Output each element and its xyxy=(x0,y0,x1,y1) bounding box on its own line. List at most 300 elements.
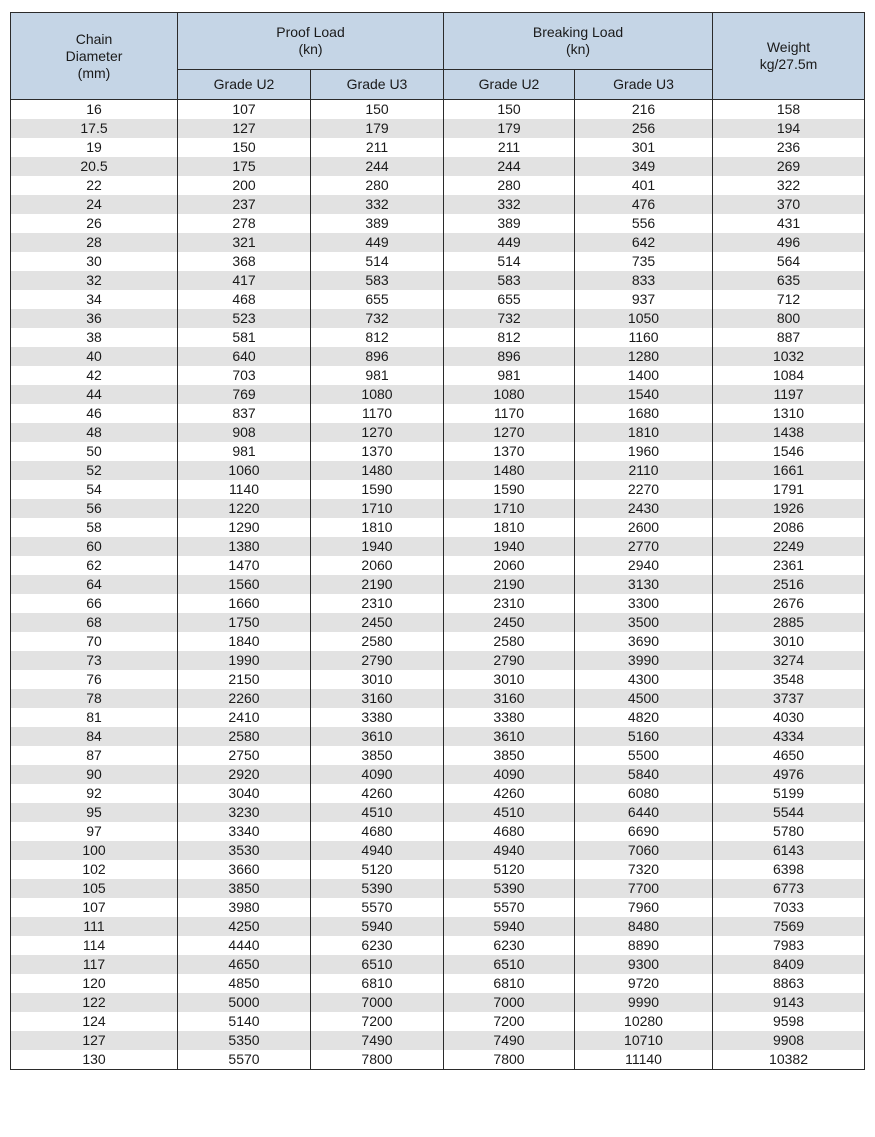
cell-breaking-u2: 583 xyxy=(444,271,575,290)
table-row xyxy=(11,632,865,651)
cell-chain-diameter: 32 xyxy=(11,271,178,290)
cell-breaking-u2: 6510 xyxy=(444,955,575,974)
cell-proof-u3: 1370 xyxy=(311,442,444,461)
cell-proof-u2: 1660 xyxy=(178,594,311,613)
cell-chain-diameter: 56 xyxy=(11,499,178,518)
cell-proof-u3: 4940 xyxy=(311,841,444,860)
cell-breaking-u3: 10710 xyxy=(575,1031,713,1050)
cell-weight: 4976 xyxy=(713,765,865,784)
cell-weight: 635 xyxy=(713,271,865,290)
cell-weight: 2516 xyxy=(713,575,865,594)
cell-breaking-u3: 9720 xyxy=(575,974,713,993)
table-row xyxy=(11,556,865,575)
cell-weight: 2086 xyxy=(713,518,865,537)
cell-breaking-u3: 6440 xyxy=(575,803,713,822)
table-row xyxy=(11,309,865,328)
cell-proof-u3: 6810 xyxy=(311,974,444,993)
header-breaking-grade-u3: Grade U3 xyxy=(575,70,713,100)
cell-breaking-u3: 5840 xyxy=(575,765,713,784)
cell-weight: 10382 xyxy=(713,1050,865,1070)
header-breaking-grade-u2: Grade U2 xyxy=(444,70,575,100)
cell-chain-diameter: 52 xyxy=(11,461,178,480)
cell-chain-diameter: 24 xyxy=(11,195,178,214)
header-proof-load xyxy=(178,13,444,70)
cell-weight: 7569 xyxy=(713,917,865,936)
cell-breaking-u2: 1270 xyxy=(444,423,575,442)
cell-proof-u3: 4260 xyxy=(311,784,444,803)
table-row xyxy=(11,898,865,917)
cell-chain-diameter: 60 xyxy=(11,537,178,556)
cell-weight: 8863 xyxy=(713,974,865,993)
cell-breaking-u3: 4300 xyxy=(575,670,713,689)
cell-weight: 3274 xyxy=(713,651,865,670)
cell-proof-u3: 5390 xyxy=(311,879,444,898)
cell-chain-diameter: 127 xyxy=(11,1031,178,1050)
cell-weight: 9143 xyxy=(713,993,865,1012)
table-row xyxy=(11,138,865,157)
cell-proof-u2: 3980 xyxy=(178,898,311,917)
cell-breaking-u3: 401 xyxy=(575,176,713,195)
cell-breaking-u3: 1280 xyxy=(575,347,713,366)
cell-proof-u2: 468 xyxy=(178,290,311,309)
cell-proof-u2: 769 xyxy=(178,385,311,404)
cell-chain-diameter: 73 xyxy=(11,651,178,670)
cell-breaking-u2: 7000 xyxy=(444,993,575,1012)
cell-chain-diameter: 114 xyxy=(11,936,178,955)
cell-weight: 4030 xyxy=(713,708,865,727)
cell-breaking-u2: 5570 xyxy=(444,898,575,917)
cell-chain-diameter: 48 xyxy=(11,423,178,442)
table-row xyxy=(11,157,865,176)
cell-proof-u2: 4850 xyxy=(178,974,311,993)
cell-breaking-u3: 5160 xyxy=(575,727,713,746)
cell-proof-u2: 368 xyxy=(178,252,311,271)
cell-breaking-u2: 2060 xyxy=(444,556,575,575)
cell-proof-u3: 1940 xyxy=(311,537,444,556)
cell-weight: 7983 xyxy=(713,936,865,955)
cell-proof-u2: 175 xyxy=(178,157,311,176)
cell-proof-u2: 321 xyxy=(178,233,311,252)
cell-weight: 1791 xyxy=(713,480,865,499)
cell-proof-u2: 1140 xyxy=(178,480,311,499)
cell-breaking-u3: 937 xyxy=(575,290,713,309)
cell-weight: 3737 xyxy=(713,689,865,708)
cell-weight: 194 xyxy=(713,119,865,138)
cell-breaking-u2: 732 xyxy=(444,309,575,328)
cell-proof-u3: 1810 xyxy=(311,518,444,537)
table-row xyxy=(11,347,865,366)
cell-breaking-u2: 389 xyxy=(444,214,575,233)
cell-breaking-u2: 3610 xyxy=(444,727,575,746)
cell-proof-u2: 150 xyxy=(178,138,311,157)
cell-proof-u2: 3340 xyxy=(178,822,311,841)
cell-weight: 236 xyxy=(713,138,865,157)
cell-weight: 6398 xyxy=(713,860,865,879)
cell-chain-diameter: 122 xyxy=(11,993,178,1012)
header-chain-diameter xyxy=(11,13,178,100)
cell-chain-diameter: 64 xyxy=(11,575,178,594)
cell-breaking-u3: 3690 xyxy=(575,632,713,651)
cell-proof-u2: 2920 xyxy=(178,765,311,784)
table-row xyxy=(11,214,865,233)
header-proof-grade-u3: Grade U3 xyxy=(311,70,444,100)
cell-proof-u2: 5000 xyxy=(178,993,311,1012)
cell-breaking-u2: 3010 xyxy=(444,670,575,689)
cell-proof-u2: 908 xyxy=(178,423,311,442)
cell-breaking-u2: 3380 xyxy=(444,708,575,727)
cell-breaking-u2: 655 xyxy=(444,290,575,309)
cell-proof-u2: 837 xyxy=(178,404,311,423)
cell-breaking-u2: 4680 xyxy=(444,822,575,841)
cell-breaking-u3: 2430 xyxy=(575,499,713,518)
header-weight-title: Weight xyxy=(766,39,811,55)
cell-chain-diameter: 58 xyxy=(11,518,178,537)
cell-proof-u2: 523 xyxy=(178,309,311,328)
cell-proof-u2: 1220 xyxy=(178,499,311,518)
cell-proof-u2: 1380 xyxy=(178,537,311,556)
cell-breaking-u3: 256 xyxy=(575,119,713,138)
cell-chain-diameter: 78 xyxy=(11,689,178,708)
cell-proof-u2: 703 xyxy=(178,366,311,385)
cell-breaking-u2: 280 xyxy=(444,176,575,195)
cell-proof-u2: 1560 xyxy=(178,575,311,594)
cell-chain-diameter: 111 xyxy=(11,917,178,936)
cell-breaking-u3: 2600 xyxy=(575,518,713,537)
cell-breaking-u2: 449 xyxy=(444,233,575,252)
cell-proof-u3: 4510 xyxy=(311,803,444,822)
cell-weight: 7033 xyxy=(713,898,865,917)
cell-proof-u3: 1480 xyxy=(311,461,444,480)
cell-chain-diameter: 62 xyxy=(11,556,178,575)
table-row xyxy=(11,233,865,252)
cell-breaking-u2: 896 xyxy=(444,347,575,366)
cell-breaking-u3: 7320 xyxy=(575,860,713,879)
cell-breaking-u3: 556 xyxy=(575,214,713,233)
cell-chain-diameter: 107 xyxy=(11,898,178,917)
table-row xyxy=(11,822,865,841)
cell-proof-u3: 2190 xyxy=(311,575,444,594)
cell-proof-u3: 1170 xyxy=(311,404,444,423)
cell-breaking-u2: 2450 xyxy=(444,613,575,632)
cell-proof-u3: 3380 xyxy=(311,708,444,727)
table-row xyxy=(11,1012,865,1031)
header-breaking-load-unit: (kn) xyxy=(565,41,591,57)
cell-breaking-u2: 2190 xyxy=(444,575,575,594)
cell-proof-u3: 4680 xyxy=(311,822,444,841)
cell-chain-diameter: 97 xyxy=(11,822,178,841)
cell-weight: 2885 xyxy=(713,613,865,632)
table-row xyxy=(11,1050,865,1070)
cell-chain-diameter: 81 xyxy=(11,708,178,727)
cell-proof-u3: 6230 xyxy=(311,936,444,955)
cell-chain-diameter: 66 xyxy=(11,594,178,613)
cell-proof-u2: 417 xyxy=(178,271,311,290)
cell-breaking-u3: 8480 xyxy=(575,917,713,936)
header-breaking-load xyxy=(444,13,713,70)
table-row xyxy=(11,290,865,309)
cell-chain-diameter: 90 xyxy=(11,765,178,784)
cell-proof-u2: 3850 xyxy=(178,879,311,898)
cell-breaking-u3: 8890 xyxy=(575,936,713,955)
cell-chain-diameter: 120 xyxy=(11,974,178,993)
cell-proof-u2: 5350 xyxy=(178,1031,311,1050)
cell-breaking-u3: 7960 xyxy=(575,898,713,917)
cell-proof-u2: 5140 xyxy=(178,1012,311,1031)
cell-chain-diameter: 102 xyxy=(11,860,178,879)
cell-breaking-u2: 5120 xyxy=(444,860,575,879)
table-row xyxy=(11,651,865,670)
cell-weight: 5199 xyxy=(713,784,865,803)
table-row xyxy=(11,271,865,290)
cell-chain-diameter: 68 xyxy=(11,613,178,632)
cell-breaking-u3: 7700 xyxy=(575,879,713,898)
cell-breaking-u3: 2940 xyxy=(575,556,713,575)
table-row xyxy=(11,803,865,822)
cell-weight: 800 xyxy=(713,309,865,328)
cell-chain-diameter: 92 xyxy=(11,784,178,803)
cell-chain-diameter: 87 xyxy=(11,746,178,765)
cell-proof-u2: 107 xyxy=(178,100,311,120)
cell-chain-diameter: 36 xyxy=(11,309,178,328)
cell-weight: 9908 xyxy=(713,1031,865,1050)
cell-weight: 269 xyxy=(713,157,865,176)
cell-breaking-u3: 11140 xyxy=(575,1050,713,1070)
cell-proof-u2: 3230 xyxy=(178,803,311,822)
cell-weight: 5544 xyxy=(713,803,865,822)
cell-proof-u3: 6510 xyxy=(311,955,444,974)
table-row xyxy=(11,404,865,423)
cell-weight: 1661 xyxy=(713,461,865,480)
cell-weight: 4650 xyxy=(713,746,865,765)
cell-chain-diameter: 40 xyxy=(11,347,178,366)
cell-proof-u3: 3160 xyxy=(311,689,444,708)
header-weight-unit: kg/27.5m xyxy=(759,56,818,72)
table-header xyxy=(11,13,865,100)
cell-chain-diameter: 54 xyxy=(11,480,178,499)
cell-breaking-u2: 1480 xyxy=(444,461,575,480)
cell-proof-u2: 981 xyxy=(178,442,311,461)
table-row xyxy=(11,594,865,613)
table-row xyxy=(11,328,865,347)
table-row xyxy=(11,670,865,689)
cell-proof-u3: 280 xyxy=(311,176,444,195)
cell-breaking-u2: 514 xyxy=(444,252,575,271)
cell-weight: 1310 xyxy=(713,404,865,423)
cell-breaking-u2: 6230 xyxy=(444,936,575,955)
cell-chain-diameter: 38 xyxy=(11,328,178,347)
header-chain-diameter-line: Chain xyxy=(75,30,113,47)
cell-proof-u3: 4090 xyxy=(311,765,444,784)
header-chain-diameter-unit: (mm) xyxy=(77,64,111,81)
table-row xyxy=(11,195,865,214)
table-row xyxy=(11,537,865,556)
cell-proof-u2: 2580 xyxy=(178,727,311,746)
cell-proof-u2: 4440 xyxy=(178,936,311,955)
cell-proof-u3: 244 xyxy=(311,157,444,176)
cell-weight: 2249 xyxy=(713,537,865,556)
cell-weight: 1032 xyxy=(713,347,865,366)
cell-proof-u3: 7000 xyxy=(311,993,444,1012)
cell-chain-diameter: 76 xyxy=(11,670,178,689)
cell-weight: 370 xyxy=(713,195,865,214)
cell-breaking-u3: 349 xyxy=(575,157,713,176)
cell-breaking-u3: 1050 xyxy=(575,309,713,328)
table-row xyxy=(11,974,865,993)
cell-chain-diameter: 20.5 xyxy=(11,157,178,176)
cell-proof-u3: 5570 xyxy=(311,898,444,917)
cell-breaking-u3: 1400 xyxy=(575,366,713,385)
table-row xyxy=(11,936,865,955)
cell-proof-u2: 1290 xyxy=(178,518,311,537)
cell-proof-u3: 2790 xyxy=(311,651,444,670)
cell-weight: 4334 xyxy=(713,727,865,746)
cell-breaking-u3: 1160 xyxy=(575,328,713,347)
cell-chain-diameter: 95 xyxy=(11,803,178,822)
cell-weight: 3010 xyxy=(713,632,865,651)
chain-spec-table xyxy=(10,12,865,1070)
cell-breaking-u2: 211 xyxy=(444,138,575,157)
cell-proof-u3: 2310 xyxy=(311,594,444,613)
table-row xyxy=(11,784,865,803)
cell-weight: 6143 xyxy=(713,841,865,860)
cell-proof-u3: 896 xyxy=(311,347,444,366)
cell-breaking-u3: 3990 xyxy=(575,651,713,670)
cell-proof-u2: 3530 xyxy=(178,841,311,860)
table-row xyxy=(11,461,865,480)
cell-breaking-u3: 5500 xyxy=(575,746,713,765)
cell-breaking-u3: 1680 xyxy=(575,404,713,423)
cell-proof-u2: 1840 xyxy=(178,632,311,651)
table-row xyxy=(11,955,865,974)
cell-breaking-u2: 812 xyxy=(444,328,575,347)
cell-chain-diameter: 26 xyxy=(11,214,178,233)
cell-proof-u2: 581 xyxy=(178,328,311,347)
header-proof-grade-u2: Grade U2 xyxy=(178,70,311,100)
cell-breaking-u3: 2270 xyxy=(575,480,713,499)
cell-proof-u3: 179 xyxy=(311,119,444,138)
table-row xyxy=(11,176,865,195)
header-proof-load-unit: (kn) xyxy=(298,41,323,57)
cell-proof-u3: 583 xyxy=(311,271,444,290)
table-row xyxy=(11,442,865,461)
cell-proof-u2: 5570 xyxy=(178,1050,311,1070)
cell-chain-diameter: 84 xyxy=(11,727,178,746)
cell-breaking-u3: 3130 xyxy=(575,575,713,594)
cell-proof-u2: 2260 xyxy=(178,689,311,708)
cell-chain-diameter: 19 xyxy=(11,138,178,157)
cell-proof-u3: 2580 xyxy=(311,632,444,651)
cell-weight: 1546 xyxy=(713,442,865,461)
cell-breaking-u3: 7060 xyxy=(575,841,713,860)
cell-breaking-u3: 9300 xyxy=(575,955,713,974)
table-row xyxy=(11,119,865,138)
cell-weight: 1084 xyxy=(713,366,865,385)
cell-breaking-u2: 2310 xyxy=(444,594,575,613)
cell-chain-diameter: 30 xyxy=(11,252,178,271)
cell-proof-u3: 2060 xyxy=(311,556,444,575)
cell-chain-diameter: 28 xyxy=(11,233,178,252)
cell-proof-u2: 4650 xyxy=(178,955,311,974)
cell-breaking-u2: 981 xyxy=(444,366,575,385)
cell-chain-diameter: 117 xyxy=(11,955,178,974)
cell-breaking-u2: 5390 xyxy=(444,879,575,898)
cell-proof-u3: 389 xyxy=(311,214,444,233)
cell-chain-diameter: 105 xyxy=(11,879,178,898)
table-row xyxy=(11,727,865,746)
cell-chain-diameter: 50 xyxy=(11,442,178,461)
cell-chain-diameter: 46 xyxy=(11,404,178,423)
table-row xyxy=(11,613,865,632)
cell-proof-u3: 732 xyxy=(311,309,444,328)
table-row xyxy=(11,575,865,594)
cell-weight: 5780 xyxy=(713,822,865,841)
cell-proof-u2: 1060 xyxy=(178,461,311,480)
cell-proof-u3: 1270 xyxy=(311,423,444,442)
cell-chain-diameter: 130 xyxy=(11,1050,178,1070)
cell-weight: 2676 xyxy=(713,594,865,613)
table-row xyxy=(11,879,865,898)
cell-chain-diameter: 16 xyxy=(11,100,178,120)
cell-chain-diameter: 17.5 xyxy=(11,119,178,138)
cell-breaking-u2: 2580 xyxy=(444,632,575,651)
cell-breaking-u3: 476 xyxy=(575,195,713,214)
cell-breaking-u2: 4260 xyxy=(444,784,575,803)
cell-proof-u2: 278 xyxy=(178,214,311,233)
cell-proof-u3: 1080 xyxy=(311,385,444,404)
table-row xyxy=(11,480,865,499)
cell-breaking-u2: 1940 xyxy=(444,537,575,556)
cell-breaking-u3: 2110 xyxy=(575,461,713,480)
cell-weight: 322 xyxy=(713,176,865,195)
cell-weight: 1438 xyxy=(713,423,865,442)
cell-chain-diameter: 22 xyxy=(11,176,178,195)
cell-proof-u3: 449 xyxy=(311,233,444,252)
cell-proof-u3: 7800 xyxy=(311,1050,444,1070)
cell-proof-u2: 200 xyxy=(178,176,311,195)
cell-breaking-u2: 4510 xyxy=(444,803,575,822)
cell-proof-u2: 1470 xyxy=(178,556,311,575)
cell-proof-u2: 2150 xyxy=(178,670,311,689)
cell-weight: 8409 xyxy=(713,955,865,974)
table-row xyxy=(11,689,865,708)
cell-proof-u2: 3660 xyxy=(178,860,311,879)
cell-chain-diameter: 124 xyxy=(11,1012,178,1031)
header-weight xyxy=(713,13,865,100)
cell-proof-u3: 7200 xyxy=(311,1012,444,1031)
cell-weight: 431 xyxy=(713,214,865,233)
cell-breaking-u2: 1590 xyxy=(444,480,575,499)
table-row xyxy=(11,100,865,120)
table-row xyxy=(11,252,865,271)
cell-proof-u3: 812 xyxy=(311,328,444,347)
table-row xyxy=(11,708,865,727)
cell-proof-u2: 2410 xyxy=(178,708,311,727)
cell-breaking-u3: 216 xyxy=(575,100,713,120)
cell-proof-u3: 514 xyxy=(311,252,444,271)
header-breaking-load-title: Breaking Load xyxy=(532,24,624,40)
table-row xyxy=(11,860,865,879)
cell-breaking-u2: 7200 xyxy=(444,1012,575,1031)
header-proof-load-title: Proof Load xyxy=(276,24,345,40)
cell-breaking-u2: 1080 xyxy=(444,385,575,404)
cell-proof-u2: 127 xyxy=(178,119,311,138)
cell-breaking-u3: 301 xyxy=(575,138,713,157)
table-row xyxy=(11,765,865,784)
cell-breaking-u2: 4090 xyxy=(444,765,575,784)
table-row xyxy=(11,1031,865,1050)
table-row xyxy=(11,366,865,385)
table-body xyxy=(11,100,865,1070)
